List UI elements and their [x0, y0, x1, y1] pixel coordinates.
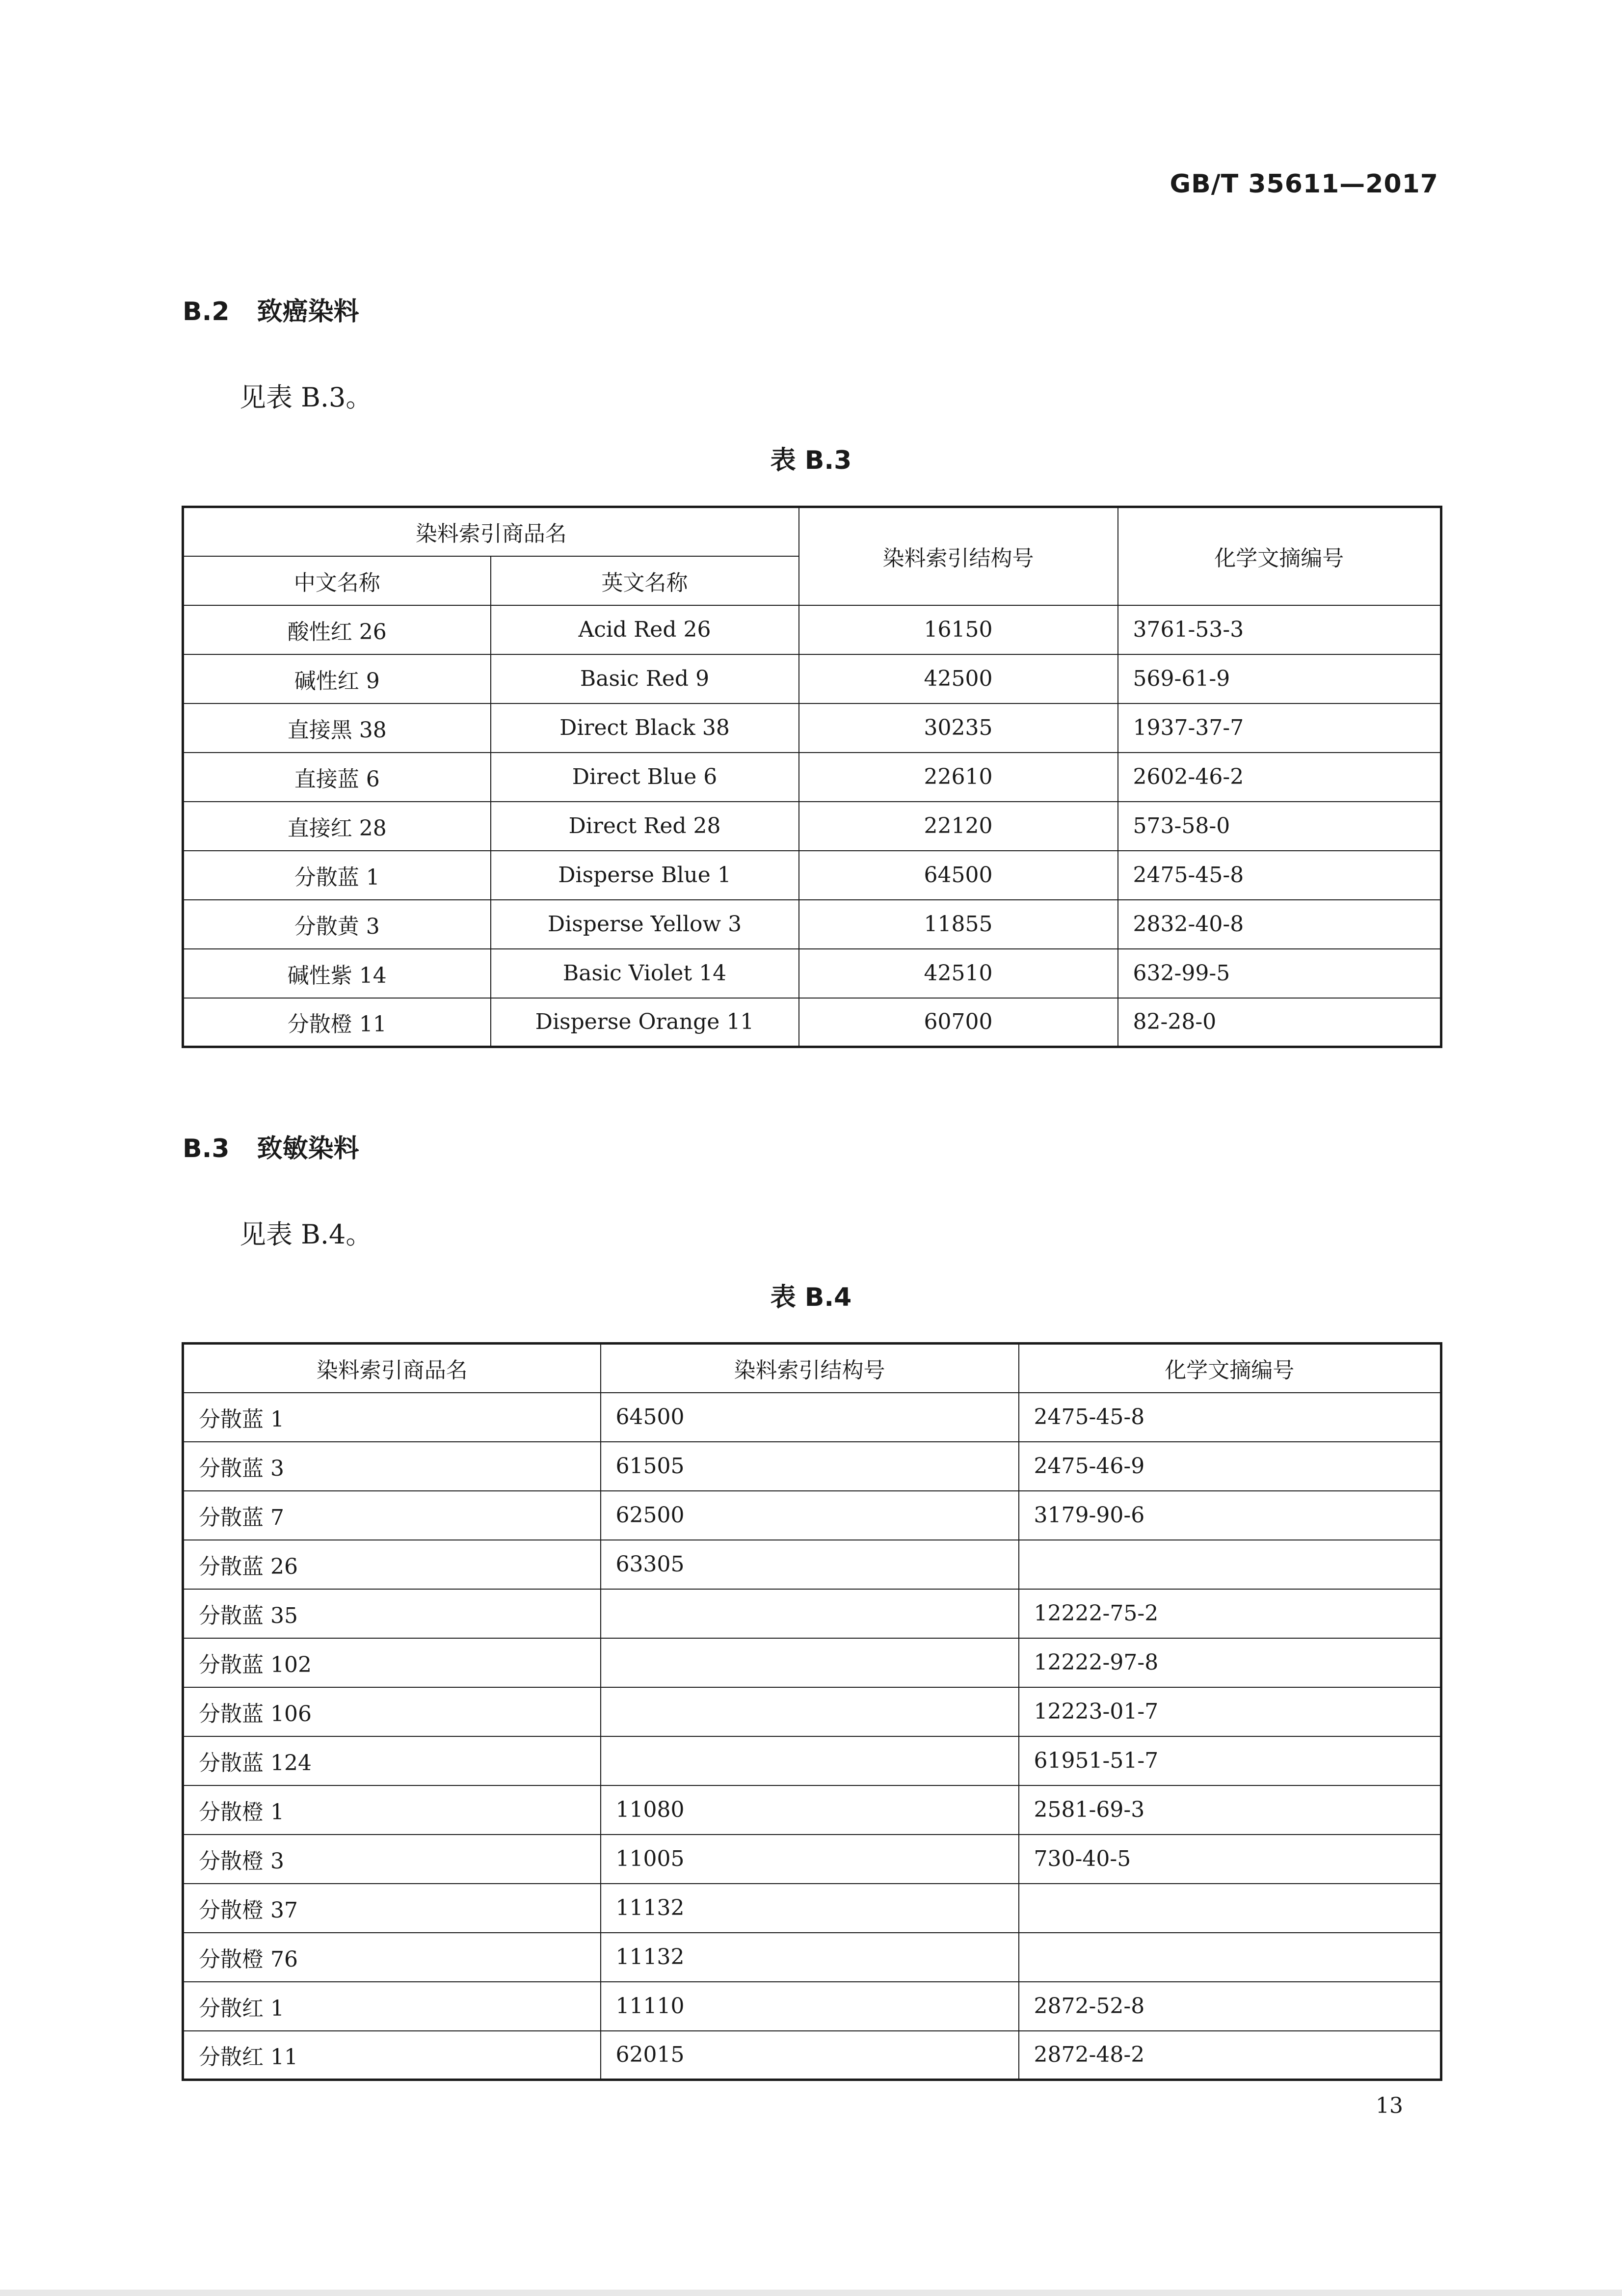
cell-cas-number: 2475-45-8	[1118, 851, 1441, 900]
table-row	[183, 2031, 1441, 2080]
cell-english-name: Direct Black 38	[491, 703, 799, 753]
cell-cas-number: 569-61-9	[1118, 654, 1441, 703]
header-dye-name-group: 染料索引商品名	[183, 507, 799, 556]
cell-english-name: Disperse Blue 1	[491, 851, 799, 900]
page-bottom-edge	[0, 2290, 1622, 2296]
cell-dye-name: 分散红 11	[183, 2031, 601, 2080]
cell-ci-number: 11855	[799, 900, 1118, 949]
cell-english-name: Acid Red 26	[491, 605, 799, 654]
cell-ci-number: 64500	[601, 1393, 1019, 1442]
table-row	[183, 1736, 1441, 1785]
cell-cas-number: 1937-37-7	[1118, 703, 1441, 753]
cell-ci-number	[601, 1638, 1019, 1687]
table-row	[183, 1442, 1441, 1491]
cell-cas-number	[1019, 1933, 1441, 1982]
cell-ci-number	[601, 1736, 1019, 1785]
cell-dye-name: 分散橙 1	[183, 1785, 601, 1835]
cell-cas-number: 2832-40-8	[1118, 900, 1441, 949]
table-row	[183, 1835, 1441, 1884]
table-row	[183, 1638, 1441, 1687]
cell-ci-number: 60700	[799, 998, 1118, 1047]
see-table-b4-text: 见表 B.4。	[239, 1219, 372, 1250]
cell-chinese-name: 直接黑 38	[183, 703, 491, 753]
table-header-row	[183, 507, 1441, 556]
section-title: 致癌染料	[257, 297, 359, 326]
cell-cas-number: 573-58-0	[1118, 802, 1441, 851]
table-row	[183, 1785, 1441, 1835]
table-b4	[182, 1342, 1442, 2081]
cell-english-name: Direct Red 28	[491, 802, 799, 851]
table-caption-b3: 表 B.3	[770, 446, 852, 475]
table-row	[183, 605, 1441, 654]
header-english-name: 英文名称	[491, 556, 799, 605]
header-cas-number: 化学文摘编号	[1118, 507, 1441, 605]
table-b3	[182, 506, 1442, 1048]
cell-ci-number: 11110	[601, 1982, 1019, 2031]
cell-ci-number: 62500	[601, 1491, 1019, 1540]
cell-ci-number: 22610	[799, 753, 1118, 802]
cell-dye-name: 分散蓝 102	[183, 1638, 601, 1687]
cell-cas-number	[1019, 1884, 1441, 1933]
cell-ci-number	[601, 1687, 1019, 1736]
table-row	[183, 900, 1441, 949]
table-row	[183, 1982, 1441, 2031]
cell-chinese-name: 碱性红 9	[183, 654, 491, 703]
cell-dye-name: 分散蓝 35	[183, 1589, 601, 1638]
table-row	[183, 1540, 1441, 1589]
cell-ci-number: 30235	[799, 703, 1118, 753]
cell-ci-number	[601, 1589, 1019, 1638]
cell-cas-number: 82-28-0	[1118, 998, 1441, 1047]
cell-cas-number: 12222-97-8	[1019, 1638, 1441, 1687]
cell-cas-number: 3179-90-6	[1019, 1491, 1441, 1540]
section-heading-b2	[183, 291, 359, 327]
cell-dye-name: 分散红 1	[183, 1982, 601, 2031]
cell-chinese-name: 直接红 28	[183, 802, 491, 851]
cell-ci-number: 63305	[601, 1540, 1019, 1589]
table-row	[183, 703, 1441, 753]
table-row	[183, 1589, 1441, 1638]
cell-ci-number: 11132	[601, 1884, 1019, 1933]
table-row	[183, 998, 1441, 1047]
cell-ci-number: 11132	[601, 1933, 1019, 1982]
cell-cas-number: 61951-51-7	[1019, 1736, 1441, 1785]
table-row	[183, 753, 1441, 802]
cell-dye-name: 分散蓝 106	[183, 1687, 601, 1736]
cell-ci-number: 22120	[799, 802, 1118, 851]
cell-cas-number: 2581-69-3	[1019, 1785, 1441, 1835]
cell-english-name: Disperse Orange 11	[491, 998, 799, 1047]
cell-ci-number: 11005	[601, 1835, 1019, 1884]
section-heading-b3	[183, 1128, 359, 1164]
cell-chinese-name: 碱性紫 14	[183, 949, 491, 998]
cell-dye-name: 分散蓝 7	[183, 1491, 601, 1540]
page-number: 13	[1376, 2093, 1403, 2118]
cell-chinese-name: 分散蓝 1	[183, 851, 491, 900]
table-row	[183, 949, 1441, 998]
cell-cas-number: 730-40-5	[1019, 1835, 1441, 1884]
cell-english-name: Disperse Yellow 3	[491, 900, 799, 949]
cell-cas-number: 632-99-5	[1118, 949, 1441, 998]
section-number: B.3	[183, 1134, 230, 1163]
cell-cas-number: 3761-53-3	[1118, 605, 1441, 654]
table-row	[183, 1687, 1441, 1736]
cell-chinese-name: 酸性红 26	[183, 605, 491, 654]
see-table-b3-text: 见表 B.3。	[239, 382, 372, 413]
cell-cas-number: 12222-75-2	[1019, 1589, 1441, 1638]
table-row	[183, 1491, 1441, 1540]
cell-cas-number: 2475-45-8	[1019, 1393, 1441, 1442]
cell-cas-number: 2475-46-9	[1019, 1442, 1441, 1491]
table-row	[183, 1393, 1441, 1442]
cell-cas-number: 2602-46-2	[1118, 753, 1441, 802]
cell-dye-name: 分散蓝 3	[183, 1442, 601, 1491]
cell-ci-number: 64500	[799, 851, 1118, 900]
cell-cas-number: 12223-01-7	[1019, 1687, 1441, 1736]
header-cas-number: 化学文摘编号	[1019, 1344, 1441, 1393]
cell-cas-number	[1019, 1540, 1441, 1589]
cell-dye-name: 分散蓝 124	[183, 1736, 601, 1785]
table-row	[183, 851, 1441, 900]
cell-ci-number: 42510	[799, 949, 1118, 998]
header-dye-name: 染料索引商品名	[183, 1344, 601, 1393]
table-caption-b4: 表 B.4	[770, 1283, 852, 1312]
cell-dye-name: 分散橙 37	[183, 1884, 601, 1933]
table-header-row	[183, 1344, 1441, 1393]
header-chinese-name: 中文名称	[183, 556, 491, 605]
table-row	[183, 802, 1441, 851]
cell-dye-name: 分散蓝 1	[183, 1393, 601, 1442]
header-ci-number: 染料索引结构号	[601, 1344, 1019, 1393]
cell-cas-number: 2872-48-2	[1019, 2031, 1441, 2080]
cell-chinese-name: 分散黄 3	[183, 900, 491, 949]
cell-english-name: Direct Blue 6	[491, 753, 799, 802]
section-title: 致敏染料	[257, 1134, 359, 1163]
cell-chinese-name: 分散橙 11	[183, 998, 491, 1047]
cell-chinese-name: 直接蓝 6	[183, 753, 491, 802]
section-number: B.2	[183, 297, 230, 326]
cell-dye-name: 分散蓝 26	[183, 1540, 601, 1589]
cell-english-name: Basic Red 9	[491, 654, 799, 703]
cell-ci-number: 11080	[601, 1785, 1019, 1835]
cell-cas-number: 2872-52-8	[1019, 1982, 1441, 2031]
cell-dye-name: 分散橙 3	[183, 1835, 601, 1884]
cell-english-name: Basic Violet 14	[491, 949, 799, 998]
table-row	[183, 654, 1441, 703]
header-ci-number: 染料索引结构号	[799, 507, 1118, 605]
cell-ci-number: 62015	[601, 2031, 1019, 2080]
table-row	[183, 1933, 1441, 1982]
cell-dye-name: 分散橙 76	[183, 1933, 601, 1982]
standard-number: GB/T 35611—2017	[1170, 169, 1438, 199]
cell-ci-number: 61505	[601, 1442, 1019, 1491]
table-row	[183, 1884, 1441, 1933]
cell-ci-number: 42500	[799, 654, 1118, 703]
cell-ci-number: 16150	[799, 605, 1118, 654]
